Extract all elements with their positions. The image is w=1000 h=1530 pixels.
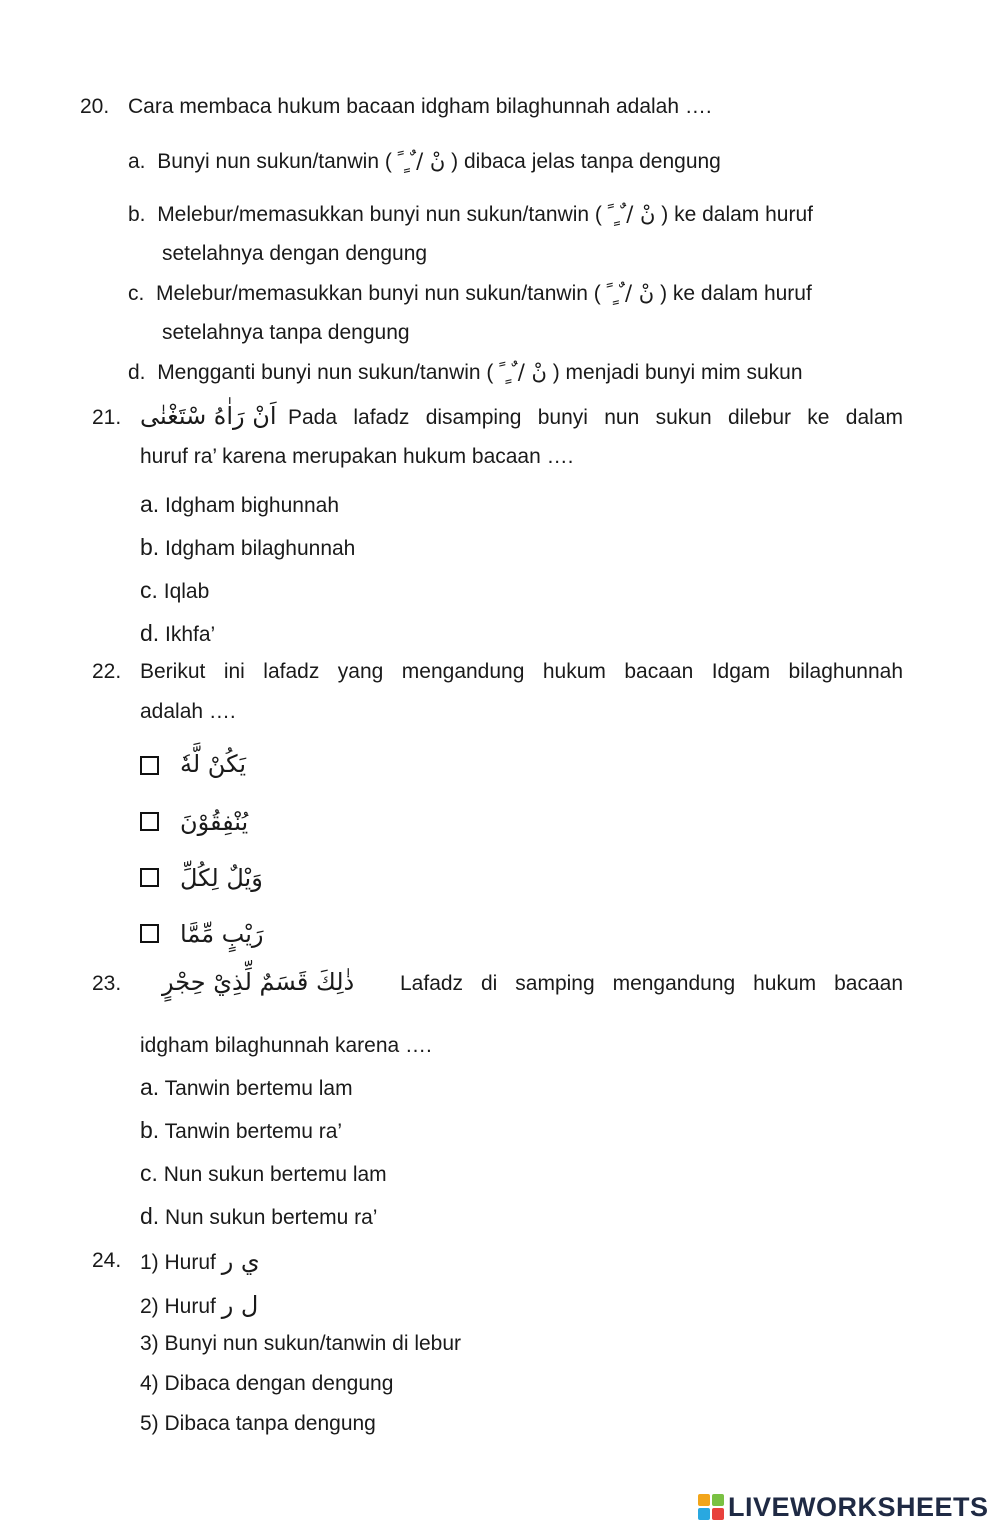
option-text: Nun sukun bertemu ra’ <box>165 1206 378 1229</box>
q23-arabic-lafadz: ذٰلِكَ قَسَمٌ لِّذِيْ حِجْرٍ <box>162 968 355 996</box>
q24-item-1 <box>140 1247 260 1277</box>
item-text: 1) Huruf <box>140 1251 216 1274</box>
liveworksheets-logo-icon <box>698 1494 724 1520</box>
q22-checkbox-4[interactable] <box>140 924 159 943</box>
q20-option-c <box>128 279 812 308</box>
option-letter: b. <box>140 534 160 560</box>
option-letter: c. <box>140 577 158 603</box>
option-letter: a. <box>128 150 146 173</box>
q22-number: 22. <box>92 660 122 683</box>
q24-number: 24. <box>92 1249 122 1272</box>
q23-line1: Lafadz di samping mengandung hukum bacaan <box>400 972 903 995</box>
q22-checkbox-1[interactable] <box>140 756 159 775</box>
q22-choice-2-arabic: يُنْفِقُوْنَ <box>180 808 249 836</box>
q22-checkbox-3[interactable] <box>140 868 159 887</box>
q22-choice-1-arabic: يَكُنْ لَّهٗ <box>180 750 247 778</box>
option-letter: d. <box>128 361 146 384</box>
logo-square <box>698 1508 710 1520</box>
q24-item-4: 4) Dibaca dengan dengung <box>140 1372 394 1395</box>
item-text: 2) Huruf <box>140 1295 216 1318</box>
q20-option-b <box>128 200 813 229</box>
q20-option-d <box>128 358 803 387</box>
option-text: ) ke dalam huruf <box>660 282 812 305</box>
option-letter: a. <box>140 491 160 517</box>
q23-option-c[interactable] <box>140 1159 387 1189</box>
arabic-symbols: نْ / ٌ ٍ ً <box>607 202 656 226</box>
option-text: Melebur/memasukkan bunyi nun sukun/tanwin ( <box>157 203 602 226</box>
option-letter: d. <box>140 1203 160 1229</box>
q21-line1: Pada lafadz disamping bunyi nun sukun dilebur ke dalam <box>288 406 903 429</box>
q23-option-d[interactable] <box>140 1202 377 1232</box>
option-text: Ikhfa’ <box>165 623 216 646</box>
q22-choice-3-arabic: وَيْلٌ لِكُلِّ <box>180 864 263 892</box>
q22-line1: Berikut ini lafadz yang mengandung hukum bacaan Idgam bilaghunnah <box>140 660 903 683</box>
option-text: Idgham bilaghunnah <box>165 537 356 560</box>
item-arabic: ي ر <box>221 1247 260 1275</box>
q24-item-3: 3) Bunyi nun sukun/tanwin di lebur <box>140 1332 462 1355</box>
q20-number: 20. <box>80 95 110 118</box>
arabic-symbols: نْ / ٌ ٍ ً <box>606 281 655 305</box>
option-letter: d. <box>140 620 160 646</box>
option-letter: a. <box>140 1074 160 1100</box>
q22-line2: adalah …. <box>140 700 236 723</box>
item-arabic: ل ر <box>221 1291 259 1319</box>
q22-checkbox-2[interactable] <box>140 812 159 831</box>
q20-question: Cara membaca hukum bacaan idgham bilaghunnah adalah …. <box>128 95 712 118</box>
liveworksheets-logo[interactable] <box>698 1490 989 1524</box>
logo-square <box>698 1494 710 1506</box>
option-text: Nun sukun bertemu lam <box>163 1163 387 1186</box>
logo-square <box>712 1494 724 1506</box>
option-letter: c. <box>140 1160 158 1186</box>
logo-square <box>712 1508 724 1520</box>
q20-option-b-line2: setelahnya dengan dengung <box>162 242 428 265</box>
option-letter: c. <box>128 282 145 305</box>
q21-option-c[interactable] <box>140 576 209 606</box>
option-text: ) dibaca jelas tanpa dengung <box>451 150 721 173</box>
logo-text: LIVEWORKSHEETS <box>728 1491 989 1522</box>
option-text: Melebur/memasukkan bunyi nun sukun/tanwin ( <box>156 282 601 305</box>
option-letter: b. <box>128 203 146 226</box>
q21-option-a[interactable] <box>140 490 339 520</box>
option-text: Mengganti bunyi nun sukun/tanwin ( <box>157 361 494 384</box>
option-text: Tanwin bertemu ra’ <box>164 1120 343 1143</box>
option-letter: b. <box>140 1117 160 1143</box>
q21-number: 21. <box>92 406 122 429</box>
option-text: Bunyi nun sukun/tanwin ( <box>157 150 392 173</box>
option-text: Iqlab <box>163 580 210 603</box>
q21-option-b[interactable] <box>140 533 355 563</box>
arabic-symbols: نْ / ٌ ٍ ً <box>499 360 547 384</box>
option-text: ) menjadi bunyi mim sukun <box>552 361 803 384</box>
q23-number: 23. <box>92 972 122 995</box>
arabic-symbols: نْ / ٌ ٍ ً <box>397 149 446 173</box>
q22-choice-4-arabic: رَيْبٍ مِّمَّا <box>180 920 264 948</box>
q20-option-a <box>128 147 721 176</box>
q21-option-d[interactable] <box>140 619 215 649</box>
q23-line2: idgham bilaghunnah karena …. <box>140 1034 432 1057</box>
q24-item-2 <box>140 1291 258 1321</box>
q23-option-b[interactable] <box>140 1116 342 1146</box>
q20-option-c-line2: setelahnya tanpa dengung <box>162 321 410 344</box>
option-text: Tanwin bertemu lam <box>164 1077 353 1100</box>
q21-arabic-lafadz: اَنْ رَاٰهُ سْتَغْنٰى <box>140 402 277 430</box>
option-text: Idgham bighunnah <box>165 494 340 517</box>
q24-item-5: 5) Dibaca tanpa dengung <box>140 1412 376 1435</box>
q21-line2: huruf ra’ karena merupakan hukum bacaan …. <box>140 445 574 468</box>
option-text: ) ke dalam huruf <box>661 203 813 226</box>
q23-option-a[interactable] <box>140 1073 353 1103</box>
